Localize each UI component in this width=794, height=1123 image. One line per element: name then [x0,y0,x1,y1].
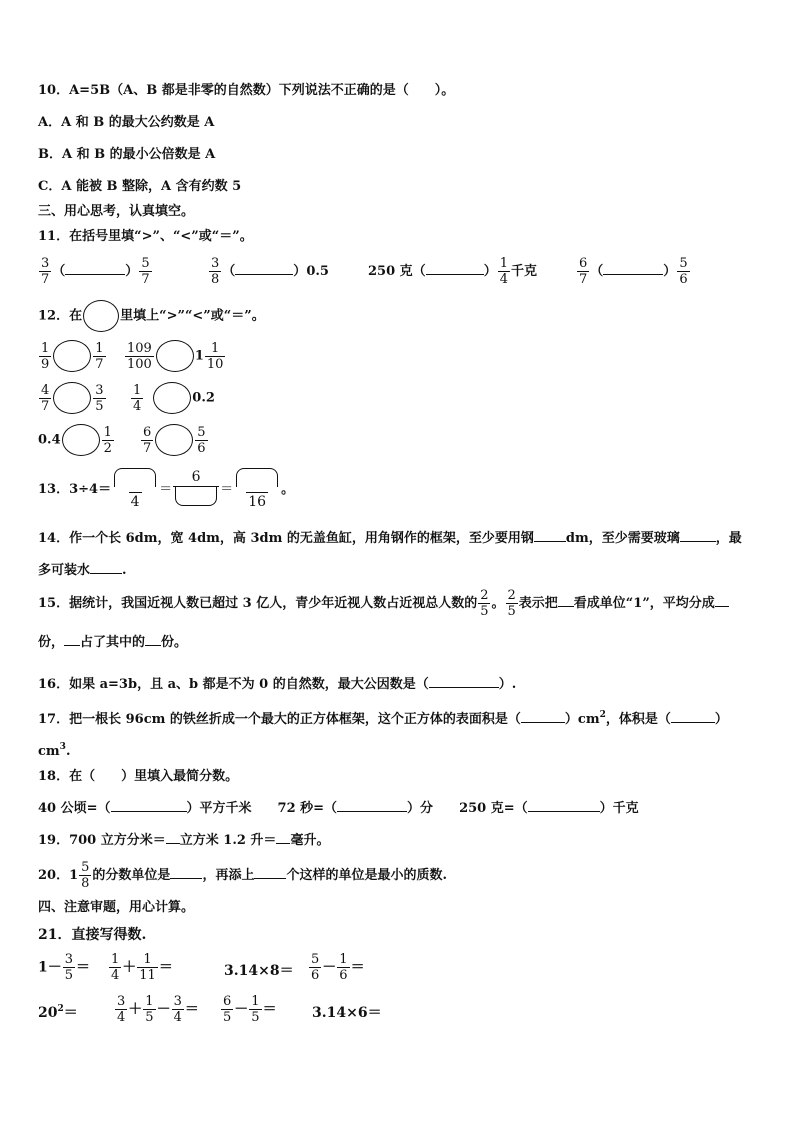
q21-stem: 21．直接写得数. [38,927,147,943]
q11-item-2: $\frac{3}{8}$ （ ）0.5 [211,256,329,287]
section-3-heading: 三、用心思考，认真填空。 [38,204,195,219]
q21-expr-1: 1－ $\frac{3}{5}$ ＝ [38,952,91,983]
q21-expr-3: 3.14×8＝ [224,963,294,979]
q14-line-2: 多可装水 . [38,563,127,578]
q12-item-2: $\frac{109}{100}$ 1 $\frac{1}{10}$ [127,340,224,372]
q21-expr-5: $20^2=$ [38,1004,78,1021]
q15-line-2: 份， 占了其中的 份。 [38,635,188,650]
q12-item-4: $\frac{1}{4}$ 0.2 [133,382,215,414]
q21-expr-4: $\frac{5}{6}$ － $\frac{1}{6}$ ＝ [311,952,365,983]
q21-expr-6: $\frac{3}{4}$ ＋ $\frac{1}{5}$ － $\frac{3}{4}$ ＝ [117,994,199,1025]
q17-line-1: 17．把一根长 96cm 的铁丝折成一个最大的正方体框架，这个正方体的表面积是（ ）$cm^2$，体积是（ ） [38,710,728,727]
q21-expr-2: $\frac{1}{4}$ ＋ $\frac{1}{11}$ ＝ [111,952,173,983]
q12-item-1: $\frac{1}{9}$ $\frac{1}{7}$ [41,340,104,372]
q21-expr-8: 3.14×6＝ [312,1005,382,1021]
q10-option-b: B．A 和 B 的最小公倍数是 A [38,147,216,162]
q13: 13．3÷4＝ 4 ＝ 6 ＝ 16 。 [38,469,295,510]
q11-item-3: 250 克（ ） $\frac{1}{4}$ 千克 [368,256,537,287]
q12-item-3: $\frac{4}{7}$ $\frac{3}{5}$ [41,382,104,414]
q11-item-1: $\frac{3}{7}$ （ ） $\frac{5}{7}$ [41,256,150,287]
q12-item-6: $\frac{6}{7}$ $\frac{5}{6}$ [143,424,206,456]
q10-option-a: A．A 和 B 的最大公约数是 A [38,115,215,130]
q18-items: 40 公顷=（ ）平方千米 72 秒=（ ）分 250 克=（ ）千克 [38,801,639,816]
q12-stem: 12．在 里填上“>”“<”或“＝”。 [38,300,265,332]
section-4-heading: 四、注意审题，用心计算。 [38,900,195,915]
q11-stem: 11．在括号里填“>”、“<”或“＝”。 [38,229,253,244]
q18-stem: 18．在（ ）里填入最简分数。 [38,769,239,784]
q16: 16．如果 a=3b，且 a、b 都是不为 0 的自然数，最大公因数是（ ）. [38,677,517,692]
q20: 20．1 $\frac{5}{8}$ 的分数单位是 ，再添上 个这样的单位是最小的质数. [38,860,447,891]
q11-item-4: $\frac{6}{7}$ （ ） $\frac{5}{6}$ [579,256,688,287]
q21-expr-7: $\frac{6}{5}$ － $\frac{1}{5}$ ＝ [223,994,277,1025]
q15-line-1: 15．据统计，我国近视人数已超过 3 亿人，青少年近视人数占近视总人数的 $\frac{2}{5}$ 。 $\frac{2}{5}$ 表示把 看成单位“1”，平均分成 [38,588,729,619]
q14-line-1: 14．作一个长 6dm，宽 4dm，高 3dm 的无盖鱼缸，用角钢作的框架，至少要用钢 dm，至少需要玻璃 ，最 [38,531,742,546]
q17-line-2: $cm^3$. [38,742,71,759]
q10-option-c: C．A 能被 B 整除，A 含有约数 5 [38,179,242,194]
q10-stem: 10．A=5B（A、B 都是非零的自然数）下列说法不正确的是（ ）。 [38,83,455,98]
q12-item-5: 0.4 $\frac{1}{2}$ [38,424,112,456]
q19: 19．700 立方分米＝ 立方米 1.2 升＝ 毫升。 [38,833,330,848]
